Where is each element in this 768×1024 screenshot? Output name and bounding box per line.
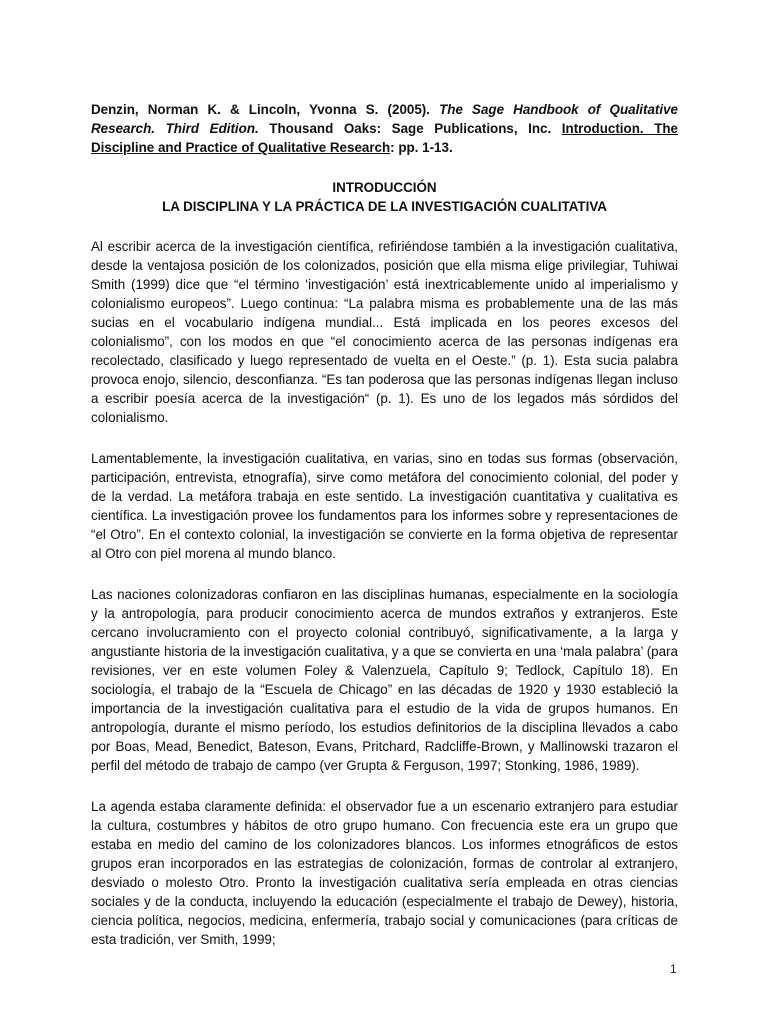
page-number: 1 <box>670 962 677 976</box>
citation-authors: Denzin, Norman K. & Lincoln, Yvonna S. (2005). <box>91 102 440 117</box>
paragraph-1: Al escribir acerca de la investigación científica, refiriéndose también a la investigación cualitativa, desde la ventajosa posición de los colonizados, posición que ella misma elige privilegiar, Tuhiwai Smith (1999) dice que “el término ‘investigación’ está inextricablemente unido al imperialismo y colonialismo europeos”. Luego continua: “La palabra misma es probablemente una de las más sucias en el vocabulario indígena mundial... Está implicada en los peores excesos del colonialismo”, con los modos en que “el conocimiento acerca de las personas indígenas era recolectado, clasificado y luego representado de vuelta en el Oeste.” (p. 1). Esta sucia palabra provoca enojo, silencio, desconfianza. “Es tan poderosa que las personas indígenas llegan incluso a escribir poesía acerca de la investigación“ (p. 1). Es uno de los legados más sórdidos del colonialismo. <box>91 239 678 425</box>
heading-introduccion: INTRODUCCIÓN <box>332 180 437 195</box>
section-headings <box>91 178 678 216</box>
paragraph-4: La agenda estaba claramente definida: el observador fue a un escenario extranjero para estudiar la cultura, costumbres y hábitos de otro grupo humano. Con frecuencia este era un grupo que estaba en medio del camino de los colonizadores blancos. Los informes etnográficos de estos grupos eran incorporados en las estrategias de colonización, formas de controlar al extranjero, desviado o molesto Otro. Pronto la investigación cualitativa sería empleada en otras ciencias sociales y de la conducta, incluyendo la educación (especialmente el trabajo de Dewey), historia, ciencia política, negocios, medicina, enfermería, trabajo social y comunicaciones (para críticas de esta tradición, ver Smith, 1999; <box>91 799 678 947</box>
citation <box>91 100 678 157</box>
citation-chapter: Introduction. The Discipline and Practice of Qualitative Research <box>91 121 678 155</box>
heading-disciplina: LA DISCIPLINA Y LA PRÁCTICA DE LA INVESTIGACIÓN CUALITATIVA <box>162 199 607 214</box>
paragraph-3: Las naciones colonizadoras confiaron en las disciplinas humanas, especialmente en la sociología y la antropología, para producir conocimiento acerca de mundos extraños y extranjeros. Este cercano involucramiento con el proyecto colonial contribuyó, significativamente, a la larga y angustiante historia de la investigación cualitativa, y a que se convierta en una ‘mala palabra’ (para revisiones, ver en este volumen Foley & Valenzuela, Capítulo 9; Tedlock, Capítulo 18). En sociología, el trabajo de la “Escuela de Chicago” en las décadas de 1920 y 1930 estableció la importancia de la investigación cualitativa para el estudio de la vida de grupos humanos. En antropología, durante el mismo período, los estudios definitorios de la disciplina llevados a cabo por Boas, Mead, Benedict, Bateson, Evans, Pritchard, Radcliffe-Brown, y Mallinowski trazaron el perfil del método de trabajo de campo (ver Grupta & Ferguson, 1997; Stonking, 1986, 1989). <box>91 587 678 773</box>
citation-pages: : pp. 1-13. <box>390 140 453 155</box>
citation-book-title: The Sage Handbook of Qualitative Research. Third Edition. <box>91 102 678 136</box>
paragraph-2: Lamentablemente, la investigación cualitativa, en varias, sino en todas sus formas (observación, participación, entrevista, etnografía), sirve como metáfora del conocimiento colonial, del poder y de la verdad. La metáfora trabaja en este sentido. La investigación cuantitativa y cualitativa es científica. La investigación provee los fundamentos para los informes sobre y representaciones de “el Otro”. En el contexto colonial, la investigación se convierte en la forma objetiva de representar al Otro con piel morena al mundo blanco. <box>91 451 678 561</box>
citation-publisher: Thousand Oaks: Sage Publications, Inc. <box>258 121 562 136</box>
document-body <box>91 100 678 949</box>
